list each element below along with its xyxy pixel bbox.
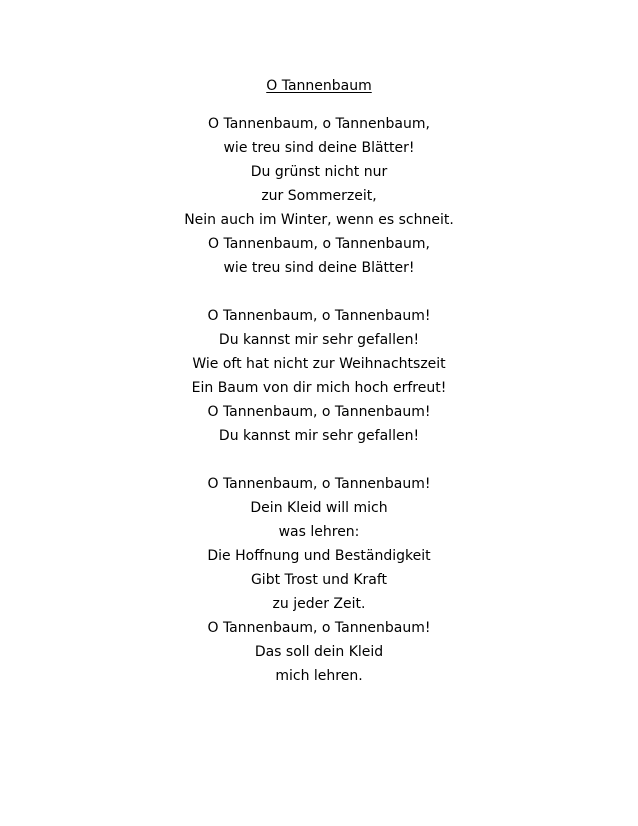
poem-line: Ein Baum von dir mich hoch erfreut! <box>191 380 447 396</box>
poem-body <box>0 112 638 688</box>
stanza-divider <box>0 280 638 304</box>
stanza-2 <box>0 304 638 448</box>
poem-line: Das soll dein Kleid <box>254 644 384 660</box>
stanza-1 <box>0 112 638 280</box>
poem-line: O Tannenbaum, o Tannenbaum, <box>208 116 430 132</box>
poem-line: O Tannenbaum, o Tannenbaum! <box>207 476 431 492</box>
poem-line: O Tannenbaum, o Tannenbaum! <box>207 620 431 636</box>
poem-line: was lehren: <box>278 524 360 540</box>
poem-line: Nein auch im Winter, wenn es schneit. <box>184 212 454 228</box>
poem-line: zu jeder Zeit. <box>272 596 366 612</box>
poem-title: O Tannenbaum <box>266 78 372 94</box>
poem-line: O Tannenbaum, o Tannenbaum! <box>207 308 431 324</box>
poem-line: mich lehren. <box>275 668 363 684</box>
poem-line: O Tannenbaum, o Tannenbaum! <box>207 404 431 420</box>
poem-line: Die Hoffnung und Beständigkeit <box>207 548 431 564</box>
poem-line: wie treu sind deine Blätter! <box>223 260 415 276</box>
poem-line: Gibt Trost und Kraft <box>250 572 388 588</box>
poem-line: Wie oft hat nicht zur Weihnachtszeit <box>192 356 446 372</box>
poem-line: Du kannst mir sehr gefallen! <box>218 428 420 444</box>
stanza-divider <box>0 448 638 472</box>
poem-line: Du kannst mir sehr gefallen! <box>218 332 420 348</box>
poem-line: wie treu sind deine Blätter! <box>223 140 415 156</box>
poem-line: Du grünst nicht nur <box>250 164 388 180</box>
stanza-3 <box>0 472 638 688</box>
poem-line: O Tannenbaum, o Tannenbaum, <box>208 236 430 252</box>
poem-line: zur Sommerzeit, <box>261 188 377 204</box>
poem-line: Dein Kleid will mich <box>250 500 388 516</box>
